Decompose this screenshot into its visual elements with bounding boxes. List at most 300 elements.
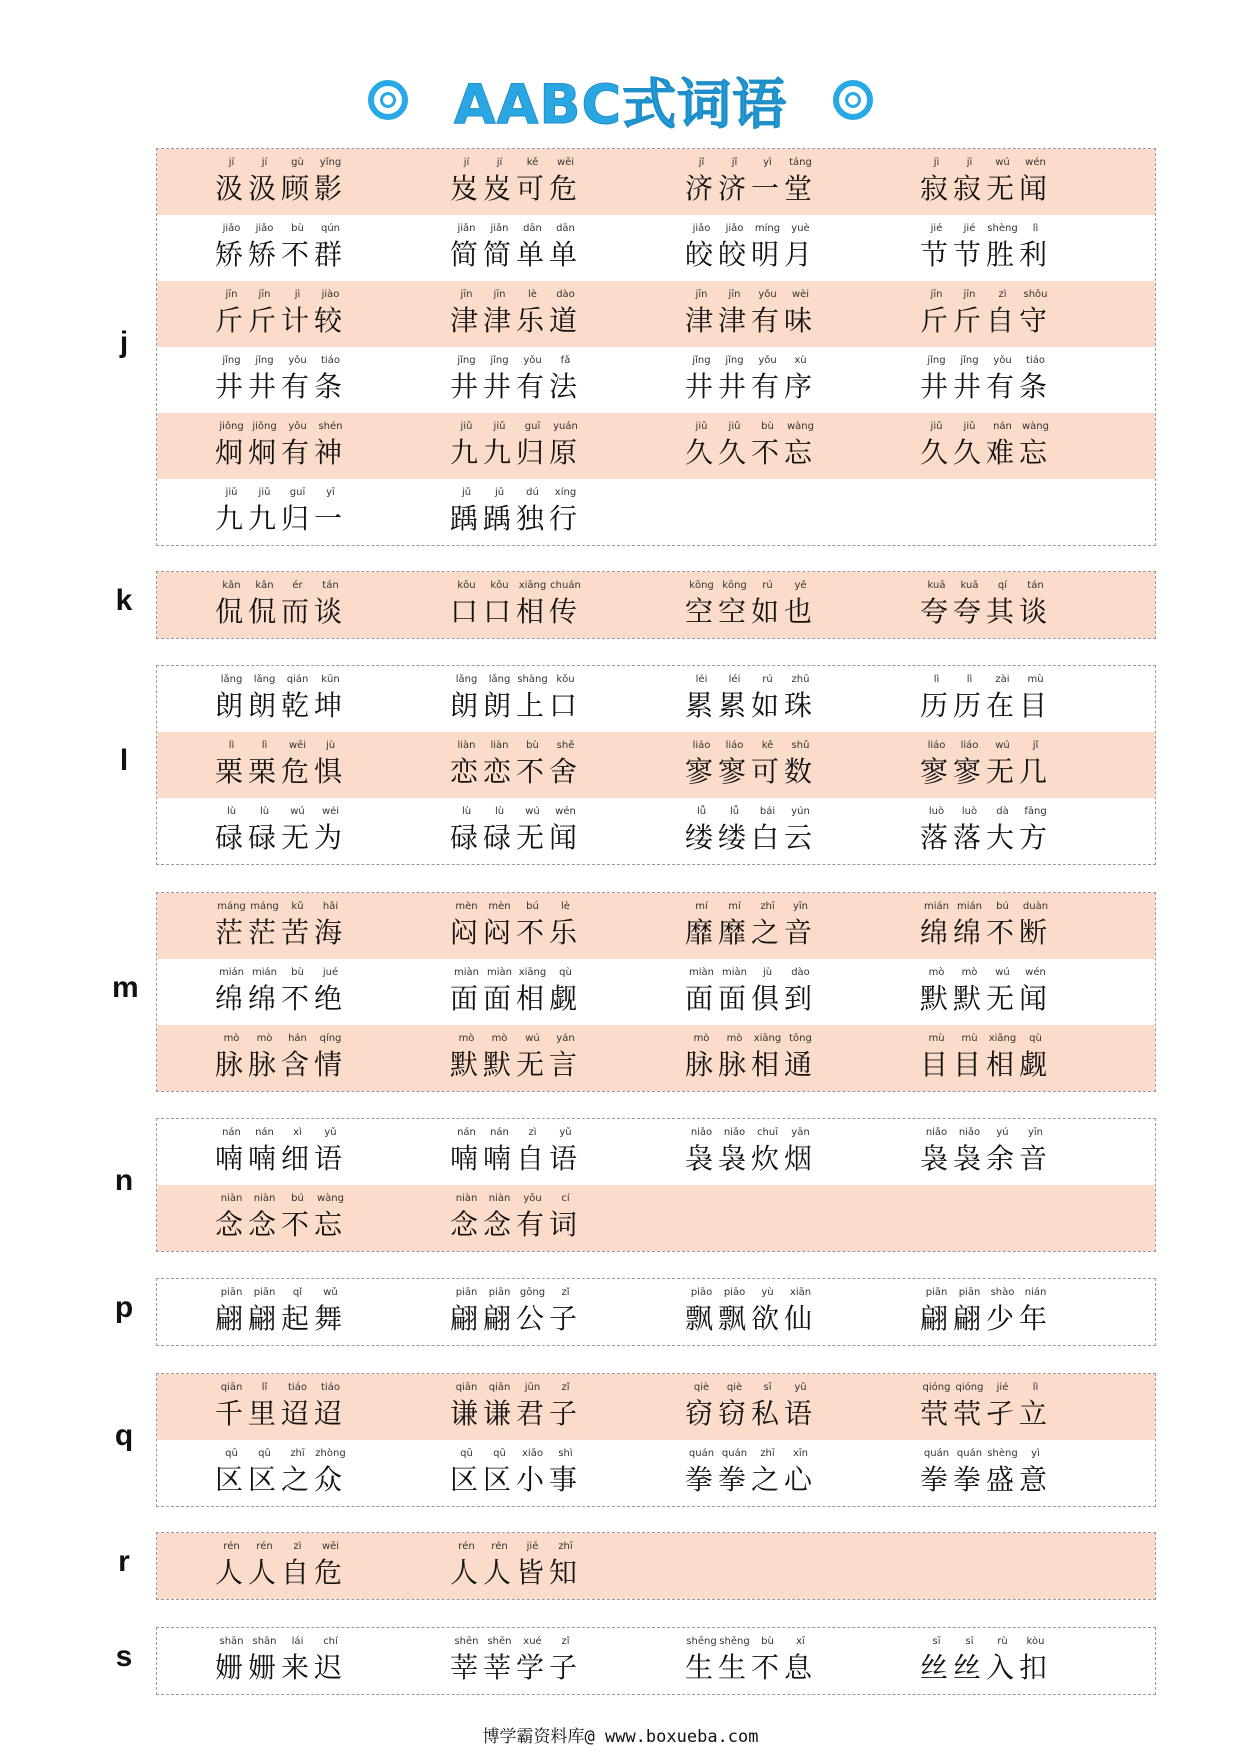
pinyin: [450, 420, 582, 434]
word-entry: [450, 215, 685, 281]
pinyin-syllable: quán: [721, 1448, 748, 1459]
word-entry: [450, 149, 685, 215]
pinyin-syllable: nián: [1024, 1287, 1047, 1298]
pinyin: [685, 805, 817, 819]
letter-label: j: [119, 326, 129, 359]
word-row: [157, 1533, 1155, 1599]
pinyin-syllable: kǒu: [490, 580, 509, 591]
word-row: [157, 347, 1155, 413]
pinyin: [685, 900, 817, 914]
pinyin: [215, 156, 347, 170]
pinyin: [215, 1286, 347, 1300]
pinyin-syllable: wǔ: [323, 1287, 338, 1298]
pinyin: [920, 579, 1052, 593]
word-entry: [685, 798, 920, 864]
word-entry: [685, 1628, 920, 1694]
pinyin-syllable: jǐng: [692, 355, 711, 366]
pinyin-syllable: táng: [789, 157, 812, 168]
pinyin-syllable: qí: [997, 580, 1008, 591]
pinyin-syllable: rén: [491, 1541, 508, 1552]
word-entry: [450, 1119, 685, 1185]
pinyin-syllable: jiǎo: [692, 223, 711, 234]
pinyin-syllable: cí: [561, 1193, 570, 1204]
pinyin-syllable: yì: [1031, 1448, 1040, 1459]
word-entry: [920, 413, 1155, 479]
pinyin-syllable: lù: [461, 806, 472, 817]
idiom-word: 炯炯有神: [215, 436, 348, 469]
pinyin-syllable: yù: [761, 1287, 774, 1298]
idiom-word: 津津乐道: [450, 304, 583, 337]
idiom-word: 袅袅余音: [920, 1142, 1053, 1175]
idiom-word: 九九归一: [215, 502, 348, 535]
word-entry: [450, 732, 685, 798]
pinyin-syllable: wàng: [1022, 421, 1049, 432]
pinyin-syllable: wú: [525, 806, 540, 817]
pinyin-syllable: jǔ: [494, 487, 505, 498]
pinyin-syllable: qiè: [726, 1382, 743, 1393]
pinyin-syllable: nán: [222, 1127, 241, 1138]
pinyin-syllable: dào: [556, 289, 575, 300]
pinyin-syllable: mián: [219, 967, 244, 978]
pinyin-syllable: tiáo: [321, 1382, 340, 1393]
letter-label: n: [114, 1164, 134, 1197]
pinyin: [685, 1447, 817, 1461]
pinyin-syllable: jǐng: [927, 355, 946, 366]
pinyin-syllable: bù: [291, 223, 304, 234]
pinyin-syllable: bù: [761, 421, 774, 432]
pinyin-syllable: nán: [993, 421, 1012, 432]
word-entry: [215, 149, 450, 215]
pinyin: [685, 673, 817, 687]
pinyin: [450, 673, 582, 687]
pinyin-syllable: nán: [255, 1127, 274, 1138]
word-row: [157, 732, 1155, 798]
word-entry: [920, 732, 1155, 798]
pinyin: [685, 222, 817, 236]
pinyin-syllable: xíng: [554, 487, 577, 498]
word-row: [157, 149, 1155, 215]
page-title: AABC式词语: [453, 72, 788, 136]
pinyin-syllable: jǐ: [731, 157, 738, 168]
word-entry: [685, 959, 920, 1025]
pinyin-syllable: wēi: [288, 740, 307, 751]
pinyin-syllable: jiǔ: [258, 487, 271, 498]
word-entry: [450, 893, 685, 959]
pinyin-syllable: kǔ: [291, 901, 304, 912]
pinyin-syllable: shén: [318, 421, 343, 432]
pinyin-syllable: qióng: [955, 1382, 984, 1393]
pinyin-syllable: wú: [995, 157, 1010, 168]
pinyin-syllable: léi: [695, 674, 708, 685]
idiom-word: 节节胜利: [920, 238, 1053, 271]
idiom-word: 翩翩起舞: [215, 1302, 348, 1335]
word-row: [157, 572, 1155, 638]
pinyin-syllable: jīn: [930, 289, 943, 300]
idiom-word: 恋恋不舍: [450, 755, 583, 788]
pinyin: [215, 579, 347, 593]
pinyin-syllable: léi: [728, 674, 741, 685]
word-entry: [450, 572, 685, 638]
pinyin: [215, 739, 347, 753]
pinyin-syllable: quán: [956, 1448, 983, 1459]
pinyin-syllable: mù: [928, 1033, 945, 1044]
pinyin-syllable: niàn: [253, 1193, 276, 1204]
pinyin-syllable: sī: [932, 1636, 941, 1647]
pinyin-syllable: lǐ: [261, 1382, 268, 1393]
pinyin-syllable: jǔ: [461, 487, 472, 498]
pinyin-syllable: liáo: [927, 740, 946, 751]
pinyin-syllable: sī: [965, 1636, 974, 1647]
pinyin-syllable: jiǔ: [460, 421, 473, 432]
idiom-word: 袅袅炊烟: [685, 1142, 818, 1175]
pinyin: [920, 966, 1052, 980]
pinyin-syllable: xiǎo: [522, 1448, 543, 1459]
pinyin: [450, 1381, 582, 1395]
idiom-word: 念念不忘: [215, 1208, 348, 1241]
pinyin-syllable: wàng: [317, 1193, 344, 1204]
idiom-word: 区区之众: [215, 1463, 348, 1496]
pinyin: [920, 1447, 1052, 1461]
pinyin-syllable: jīn: [225, 289, 238, 300]
pinyin-syllable: nán: [457, 1127, 476, 1138]
pinyin-syllable: yǒu: [993, 355, 1012, 366]
pinyin: [920, 900, 1052, 914]
pinyin-syllable: lǎng: [488, 674, 511, 685]
pinyin-syllable: dà: [996, 806, 1009, 817]
pinyin-syllable: jīn: [695, 289, 708, 300]
word-entry: [920, 1279, 1155, 1345]
pinyin-syllable: jiē: [526, 1541, 539, 1552]
idiom-word: 津津有味: [685, 304, 818, 337]
pinyin-syllable: wú: [525, 1033, 540, 1044]
pinyin-syllable: liáo: [692, 740, 711, 751]
pinyin-syllable: mí: [728, 901, 741, 912]
pinyin-syllable: lì: [1032, 223, 1039, 234]
pinyin: [450, 486, 582, 500]
pinyin-syllable: wén: [1025, 157, 1046, 168]
pinyin: [215, 1032, 347, 1046]
pinyin-syllable: kuā: [960, 580, 979, 591]
idiom-word: 落落大方: [920, 821, 1053, 854]
circle-ornament-icon: [368, 80, 408, 120]
letter-group-s: [156, 1627, 1156, 1695]
pinyin: [685, 579, 817, 593]
word-entry: [685, 732, 920, 798]
pinyin-syllable: jù: [762, 967, 773, 978]
pinyin-syllable: kǎn: [222, 580, 241, 591]
pinyin-syllable: piān: [925, 1287, 948, 1298]
pinyin-syllable: kōng: [689, 580, 714, 591]
pinyin-syllable: jiǎo: [725, 223, 744, 234]
pinyin-syllable: xù: [794, 355, 807, 366]
idiom-word: 生生不息: [685, 1651, 818, 1684]
pinyin-syllable: zǐ: [561, 1287, 570, 1298]
letter-label: k: [115, 584, 133, 617]
letter-group-l: [156, 665, 1156, 865]
word-entry: [685, 893, 920, 959]
pinyin-syllable: yī: [326, 487, 335, 498]
word-entry: [920, 572, 1155, 638]
word-row: [157, 666, 1155, 732]
word-entry: [215, 732, 450, 798]
pinyin: [685, 354, 817, 368]
pinyin-syllable: tiáo: [321, 355, 340, 366]
letter-group-q: [156, 1373, 1156, 1507]
pinyin-syllable: jiǎo: [222, 223, 241, 234]
idiom-word: 面面相觑: [450, 982, 583, 1015]
pinyin-syllable: jǐng: [490, 355, 509, 366]
idiom-word: 累累如珠: [685, 689, 818, 722]
pinyin-syllable: chuán: [550, 580, 581, 591]
word-entry: [920, 1628, 1155, 1694]
word-row: [157, 281, 1155, 347]
pinyin-syllable: lì: [966, 674, 973, 685]
pinyin-syllable: lǎng: [253, 674, 276, 685]
pinyin-syllable: yǒu: [758, 289, 777, 300]
pinyin-syllable: shēn: [487, 1636, 512, 1647]
pinyin: [920, 1286, 1052, 1300]
idiom-word: 目目相觑: [920, 1048, 1053, 1081]
pinyin: [215, 1540, 347, 1554]
pinyin-syllable: hǎi: [322, 901, 339, 912]
word-entry: [685, 281, 920, 347]
pinyin-syllable: dào: [791, 967, 810, 978]
idiom-word: 久久不忘: [685, 436, 818, 469]
word-entry: [450, 479, 685, 545]
pinyin-syllable: dān: [523, 223, 542, 234]
pinyin-syllable: qū: [493, 1448, 506, 1459]
word-entry: [215, 413, 450, 479]
word-entry: [685, 1025, 920, 1091]
pinyin-syllable: shào: [990, 1287, 1015, 1298]
pinyin: [450, 1032, 582, 1046]
word-entry: [450, 281, 685, 347]
pinyin-syllable: yǒu: [288, 421, 307, 432]
pinyin: [450, 222, 582, 236]
word-entry: [685, 1533, 920, 1599]
pinyin-syllable: tán: [322, 580, 339, 591]
word-entry: [450, 959, 685, 1025]
idiom-word: 碌碌无闻: [450, 821, 583, 854]
pinyin-syllable: liàn: [490, 740, 509, 751]
pinyin: [450, 1126, 582, 1140]
word-entry: [685, 215, 920, 281]
pinyin-syllable: xiāng: [518, 967, 547, 978]
word-row: [157, 1628, 1155, 1694]
pinyin-syllable: shān: [252, 1636, 277, 1647]
word-entry: [685, 149, 920, 215]
idiom-word: 拳拳盛意: [920, 1463, 1053, 1496]
idiom-word: 绵绵不绝: [215, 982, 348, 1015]
word-entry: [450, 413, 685, 479]
pinyin-syllable: zhū: [791, 674, 810, 685]
pinyin: [450, 354, 582, 368]
pinyin-syllable: qiān: [488, 1382, 511, 1393]
pinyin-syllable: lǎng: [455, 674, 478, 685]
pinyin: [215, 1381, 347, 1395]
pinyin: [450, 288, 582, 302]
pinyin: [685, 966, 817, 980]
pinyin: [920, 222, 1052, 236]
word-entry: [215, 1279, 450, 1345]
pinyin-syllable: liáo: [960, 740, 979, 751]
pinyin-syllable: mò: [491, 1033, 508, 1044]
pinyin-syllable: lǎng: [220, 674, 243, 685]
word-row: [157, 1119, 1155, 1185]
pinyin: [215, 1192, 347, 1206]
pinyin-syllable: tiáo: [288, 1382, 307, 1393]
pinyin-syllable: jīn: [258, 289, 271, 300]
pinyin-syllable: lì: [261, 740, 268, 751]
pinyin-syllable: qiè: [693, 1382, 710, 1393]
pinyin-syllable: niǎo: [723, 1127, 746, 1138]
word-entry: [450, 1533, 685, 1599]
pinyin: [920, 288, 1052, 302]
pinyin-syllable: yú: [996, 1127, 1009, 1138]
word-entry: [215, 1185, 450, 1251]
idiom-word: 皎皎明月: [685, 238, 818, 271]
pinyin-syllable: wéi: [321, 806, 340, 817]
pinyin-syllable: shǔ: [791, 740, 810, 751]
idiom-word: 侃侃而谈: [215, 595, 348, 628]
pinyin-syllable: jiǎn: [490, 223, 509, 234]
pinyin-syllable: zǐ: [561, 1636, 570, 1647]
pinyin: [685, 1032, 817, 1046]
pinyin-syllable: miàn: [487, 967, 512, 978]
letter-group-n: [156, 1118, 1156, 1252]
pinyin-syllable: xì: [293, 1127, 302, 1138]
idiom-word: 拳拳之心: [685, 1463, 818, 1496]
word-entry: [450, 1185, 685, 1251]
word-row: [157, 959, 1155, 1025]
pinyin-syllable: shǒu: [1023, 289, 1048, 300]
idiom-word: 寥寥无几: [920, 755, 1053, 788]
pinyin-syllable: mò: [961, 967, 978, 978]
pinyin-syllable: wú: [290, 806, 305, 817]
pinyin-syllable: lái: [291, 1636, 304, 1647]
idiom-word: 夸夸其谈: [920, 595, 1053, 628]
pinyin-syllable: kūn: [321, 674, 340, 685]
word-entry: [215, 1628, 450, 1694]
pinyin: [685, 1126, 817, 1140]
word-row: [157, 1279, 1155, 1345]
pinyin: [920, 156, 1052, 170]
pinyin-syllable: miàn: [454, 967, 479, 978]
pinyin-syllable: rén: [223, 1541, 240, 1552]
pinyin-syllable: lè: [561, 901, 570, 912]
pinyin-syllable: xī: [796, 1636, 805, 1647]
pinyin-syllable: mò: [223, 1033, 240, 1044]
pinyin-syllable: ér: [292, 580, 303, 591]
pinyin-syllable: piān: [455, 1287, 478, 1298]
pinyin-syllable: piān: [253, 1287, 276, 1298]
idiom-word: 口口相传: [450, 595, 583, 628]
pinyin-syllable: kuā: [927, 580, 946, 591]
word-row: [157, 215, 1155, 281]
pinyin-syllable: qù: [1029, 1033, 1042, 1044]
pinyin-syllable: jūn: [524, 1382, 541, 1393]
idiom-word: 踽踽独行: [450, 502, 583, 535]
idiom-word: 历历在目: [920, 689, 1053, 722]
pinyin-syllable: jǐ: [1032, 740, 1039, 751]
word-row: [157, 479, 1155, 545]
pinyin-syllable: jí: [261, 157, 268, 168]
pinyin-syllable: kě: [526, 157, 539, 168]
pinyin-syllable: quán: [923, 1448, 950, 1459]
pinyin-syllable: shàng: [517, 674, 548, 685]
idiom-word: 矫矫不群: [215, 238, 348, 271]
pinyin-syllable: lì: [1032, 1382, 1039, 1393]
pinyin: [215, 1126, 347, 1140]
pinyin-syllable: yǔ: [559, 1127, 572, 1138]
pinyin-syllable: gōng: [519, 1287, 546, 1298]
pinyin: [685, 1635, 817, 1649]
pinyin-syllable: lǚ: [729, 806, 740, 817]
pinyin-syllable: yán: [556, 1033, 575, 1044]
pinyin-syllable: fǎ: [560, 355, 571, 366]
pinyin-syllable: xiāng: [518, 580, 547, 591]
word-entry: [215, 1025, 450, 1091]
word-row: [157, 1440, 1155, 1506]
pinyin-syllable: piān: [958, 1287, 981, 1298]
pinyin-syllable: jiǔ: [728, 421, 741, 432]
pinyin: [920, 1635, 1052, 1649]
pinyin-syllable: piān: [220, 1287, 243, 1298]
pinyin-syllable: shēng: [719, 1636, 750, 1647]
pinyin-syllable: shě: [556, 740, 575, 751]
pinyin-syllable: lì: [933, 674, 940, 685]
idiom-word: 翩翩少年: [920, 1302, 1053, 1335]
pinyin-syllable: jiǎn: [457, 223, 476, 234]
pinyin-syllable: yǐng: [319, 157, 342, 168]
pinyin-syllable: tōng: [789, 1033, 812, 1044]
idiom-word: 靡靡之音: [685, 916, 818, 949]
letter-group-j: [156, 148, 1156, 546]
pinyin-syllable: zài: [995, 674, 1010, 685]
pinyin-syllable: xīn: [792, 1448, 809, 1459]
word-entry: [920, 281, 1155, 347]
pinyin-syllable: xiāng: [753, 1033, 782, 1044]
pinyin-syllable: lù: [259, 806, 270, 817]
pinyin-syllable: piān: [488, 1287, 511, 1298]
idiom-word: 井井有条: [920, 370, 1053, 403]
word-entry: [215, 1119, 450, 1185]
pinyin-syllable: miàn: [689, 967, 714, 978]
idiom-word: 人人自危: [215, 1556, 348, 1589]
pinyin-syllable: tiáo: [1026, 355, 1045, 366]
pinyin-syllable: chuī: [757, 1127, 778, 1138]
word-entry: [920, 149, 1155, 215]
word-entry: [920, 1533, 1155, 1599]
word-entry: [920, 798, 1155, 864]
pinyin-syllable: jì: [294, 289, 301, 300]
word-entry: [685, 1279, 920, 1345]
idiom-word: 斤斤自守: [920, 304, 1053, 337]
pinyin-syllable: yě: [794, 580, 807, 591]
pinyin-syllable: qíng: [319, 1033, 342, 1044]
pinyin-syllable: bú: [526, 901, 539, 912]
pinyin-syllable: zì: [293, 1541, 302, 1552]
pinyin: [920, 805, 1052, 819]
idiom-word: 茕茕孑立: [920, 1397, 1053, 1430]
word-entry: [215, 798, 450, 864]
word-entry: [215, 959, 450, 1025]
pinyin-syllable: wàng: [787, 421, 814, 432]
pinyin-syllable: yǒu: [523, 1193, 542, 1204]
pinyin-syllable: jiǎo: [255, 223, 274, 234]
pinyin-syllable: mù: [961, 1033, 978, 1044]
word-entry: [920, 666, 1155, 732]
